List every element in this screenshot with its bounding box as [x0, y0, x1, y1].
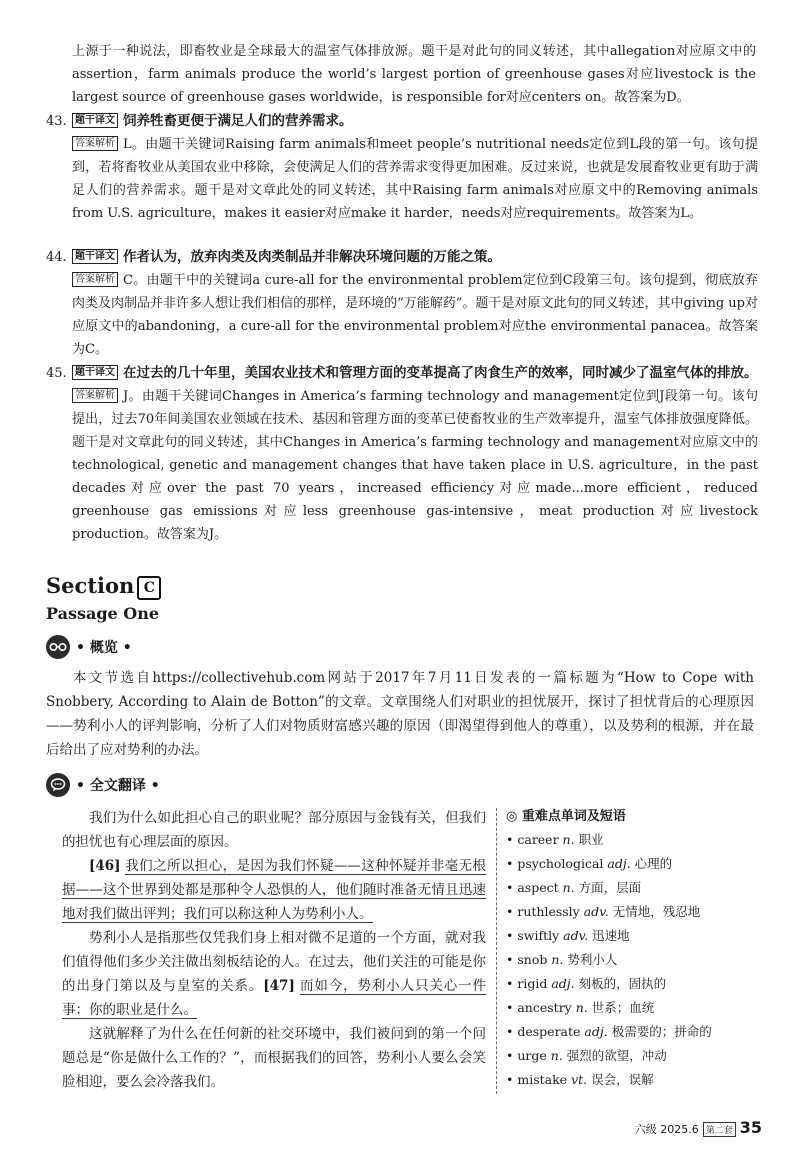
page-footer	[635, 1118, 762, 1137]
analysis-tag: 答案解析	[72, 388, 118, 403]
overview-heading	[46, 634, 132, 660]
vocabulary-item: • snob n. 势利小人	[506, 952, 618, 967]
section-letter-box: C	[137, 576, 161, 600]
question-title: 题干译文 作者认为，放弃肉类及肉类制品并非解决环境问题的万能之策。	[72, 246, 758, 269]
journal-label: 六级 2025.6	[634, 1123, 699, 1136]
overview-label: • 概览 •	[76, 640, 132, 656]
question-number: 44.	[46, 250, 67, 265]
vocabulary-item: • aspect n. 方面，层面	[506, 880, 642, 895]
answer-analysis: 答案解析 C。由题干中的关键词a cure-all for the environmental problem定位到C段第三句。该句提到，彻底放弃肉类及肉制品并非许多人想让我们相信的那样，是环境的“万能解药”。题干是对原文此句的同义转述，其中giving up对应原文中的abandoning，a cure-all for the environmental problem对应the environmental panacea。故答案为C。	[72, 273, 758, 357]
vocabulary-item: • career n. 职业	[506, 832, 604, 847]
analysis-tag: 答案解析	[72, 136, 118, 151]
translation-paragraph	[62, 854, 486, 926]
top-paragraph: 上源于一种说法，即畜牧业是全球最大的温室气体排放源。题干是对此句的同义转述，其中allegation对应原文中的assertion，farm animals produce the world’s largest portion of greenhouse gases对应livestock is the largest source of greenhouse gases worldwide，is responsible for对应centers on。故答案为D。	[72, 44, 756, 105]
vocabulary-item: • swiftly adv. 迅速地	[506, 928, 630, 943]
vocabulary-item: • rigid adj. 刻板的，固执的	[506, 976, 667, 991]
translation-tag: 题干译文	[72, 113, 118, 128]
page-number: 35	[739, 1118, 762, 1137]
section-heading: Section C	[46, 573, 161, 600]
issue-label: 第二套	[703, 1122, 736, 1137]
answer-analysis: 答案解析 L。由题干关键词Raising farm animals和meet people’s nutritional needs定位到L段的第一句。该句提到，若将畜牧业从美国农业中移除，会使满足人们的营养需求变得更加困难。反过来说，也就是发展畜牧业更有助于满足人们的营养需求。题干是对文章此处的同义转述，其中Raising farm animals对应原文中的Removing animals from U.S. agriculture，makes it easier对应make it harder，needs对应requirements。故答案为L。	[72, 137, 758, 221]
translation-label: • 全文翻译 •	[76, 778, 160, 794]
column-divider	[496, 808, 497, 1094]
vocabulary-item: • ancestry n. 世系；血统	[506, 1000, 655, 1015]
underlined-sentence: 我们之所以担心，是因为我们怀疑——这种怀疑并非毫无根据——这个世界到处都是那种令人恐惧的人，他们随时准备无情且迅速地对我们做出评判；我们可以称这种人为势利小人。	[62, 858, 486, 922]
vocabulary-item: • ruthlessly adv. 无情地，残忍地	[506, 904, 701, 919]
question-44	[46, 246, 758, 361]
vocabulary-item: • desperate adj. 极需要的；拼命的	[506, 1024, 712, 1039]
vocabulary-item: • psychological adj. 心理的	[506, 856, 673, 871]
translation-tag: 题干译文	[72, 249, 118, 264]
translation-tag: 题干译文	[72, 365, 118, 380]
vocabulary-heading: ◎ 重难点单词及短语	[506, 809, 626, 824]
translation-paragraph: 我们为什么如此担心自己的职业呢？部分原因与金钱有关，但我们的担忧也有心理层面的原因。	[62, 810, 486, 850]
translation-paragraph: 势利小人是指那些仅凭我们身上相对微不足道的一个方面，就对我们值得他们多少关注做出刻板结论的人。在过去，他们关注的可能是你的出身门第以及与皇室的关系。[47] 而如今，势利小人只关心一件事：你的职业是什么。	[62, 930, 487, 1018]
target-icon: ◎	[506, 809, 518, 824]
question-title: 题干译文 饲养牲畜更便于满足人们的营养需求。	[72, 110, 758, 133]
vocabulary-item: • mistake vt. 误会，误解	[506, 1072, 654, 1087]
vocabulary-box	[506, 806, 766, 1092]
passage-title: Passage One	[46, 604, 160, 623]
analysis-tag: 答案解析	[72, 272, 118, 287]
glasses-icon	[46, 635, 70, 659]
vocabulary-list	[506, 828, 766, 1092]
answer-analysis: 答案解析 J。由题干关键词Changes in America’s farming technology and management定位到J段第一句。该句提出，过去70年间美国农业领域在技术、基因和管理方面的变革已使畜牧业的生产效率提升，温室气体排放强度降低。题干是对文章此句的同义转述，其中Changes in America’s farming technology and management对应原文中的technological, genetic and management changes that have taken place in U.S. agriculture，in the past decades对应over the past 70 years，increased efficiency对应made...more efficient，reduced greenhouse gas emissions对应less greenhouse gas-intensive，meat production对应livestock production。故答案为J。	[72, 389, 758, 542]
question-title: 题干译文 在过去的几十年里，美国农业技术和管理方面的变革提高了肉食生产的效率，同时减少了温室气体的排放。	[72, 362, 758, 385]
full-translation	[62, 806, 486, 1094]
speech-bubble-icon	[46, 773, 70, 797]
translation-paragraph: 这就解释了为什么在任何新的社交环境中，我们被问到的第一个问题总是“你是做什么工作的？”，而根据我们的回答，势利小人要么会笑脸相迎，要么会冷落我们。	[62, 1026, 486, 1090]
question-45	[46, 362, 758, 546]
question-marker: [46]	[89, 858, 121, 874]
question-marker: [47]	[263, 978, 295, 994]
translation-heading	[46, 772, 160, 798]
question-number: 43.	[46, 114, 67, 129]
vocabulary-item: • urge n. 强烈的欲望，冲动	[506, 1048, 667, 1063]
question-43	[46, 110, 758, 225]
overview-text: 本文节选自https://collectivehub.com网站于2017年7月11日发表的一篇标题为“How to Cope with Snobbery, According to Alain de Botton”的文章。文章围绕人们对职业的担忧展开，探讨了担忧背后的心理原因——势利小人的评判影响，分析了人们对物质财富感兴趣的原因（即渴望得到他人的尊重），以及势利的根源，并在最后给出了应对势利的办法。	[46, 670, 754, 758]
underlined-sentence: 而如今，势利小人只关心一件事：你的职业是什么。	[62, 978, 487, 1018]
question-number: 45.	[46, 366, 67, 381]
